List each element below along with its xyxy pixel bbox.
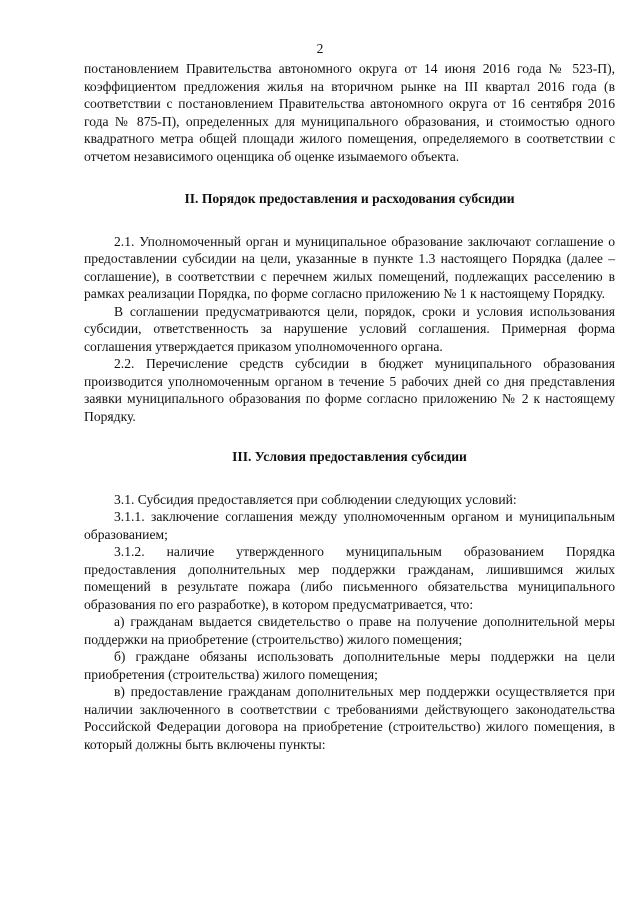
paragraph-3-1-2: 3.1.2. наличие утвержденного муниципальным образованием Порядка предоставления дополнительных мер поддержки гражданам, лишившимся жилых помещений в результате пожара (либо письменного обязательства муниципального образования по его разработке), в котором предусматривается, что:	[84, 544, 615, 612]
section-2-heading: II. Порядок предоставления и расходования субсидии	[184, 191, 515, 206]
paragraph-3-1-1: 3.1.1. заключение соглашения между уполномоченным органом и муниципальным образованием;	[84, 509, 615, 542]
paragraph-2-2: 2.2. Перечисление средств субсидии в бюджет муниципального образования производится уполномоченным органом в течение 5 рабочих дней со дня представления заявки муниципального образования по форме согласно приложению № 2 к настоящему Порядку.	[84, 356, 615, 424]
document-body	[84, 60, 615, 753]
list-item-c: в) предоставление гражданам дополнительных мер поддержки осуществляется при наличии заключенного в соответствии с требованиями действующего законодательства Российской Федерации договора на приобретение (строительство) жилого помещения, в который должны быть включены пункты:	[84, 684, 615, 752]
list-item-b: б) граждане обязаны использовать дополнительные меры поддержки на цели приобретения (строительства) жилого помещения;	[84, 649, 615, 682]
intro-paragraph: постановлением Правительства автономного округа от 14 июня 2016 года № 523-П), коэффициентом предложения жилья на вторичном рынке на III квартал 2016 года (в соответствии с постановлением Правительства автономного округа от 16 сентября 2016 года № 875-П), определенных для муниципального образования, и стоимостью одного квадратного метра общей площади жилого помещения, определяемого в соответствии с отчетом независимого оценщика об оценке изымаемого объекта.	[84, 61, 615, 164]
paragraph-2-1: 2.1. Уполномоченный орган и муниципальное образование заключают соглашение о предоставлении субсидии на цели, указанные в пункте 1.3 настоящего Порядка (далее – соглашение), в соответствии с перечнем жилых помещений, подлежащих расселению в рамках реализации Порядка, по форме согласно приложению № 1 к настоящему Порядку.	[84, 233, 615, 301]
section-3-heading: III. Условия предоставления субсидии	[232, 449, 467, 464]
paragraph-2-1-agreement-terms: В соглашении предусматриваются цели, порядок, сроки и условия использования субсидии, ответственность за нарушение условий соглашения. Примерная форма соглашения утверждается приказом уполномоченного органа.	[84, 303, 615, 354]
list-item-a: а) гражданам выдается свидетельство о праве на получение дополнительной меры поддержки на приобретение (строительство) жилого помещения;	[84, 614, 615, 647]
page-number: 2	[316, 41, 324, 56]
paragraph-3-1: 3.1. Субсидия предоставляется при соблюдении следующих условий:	[114, 491, 517, 507]
